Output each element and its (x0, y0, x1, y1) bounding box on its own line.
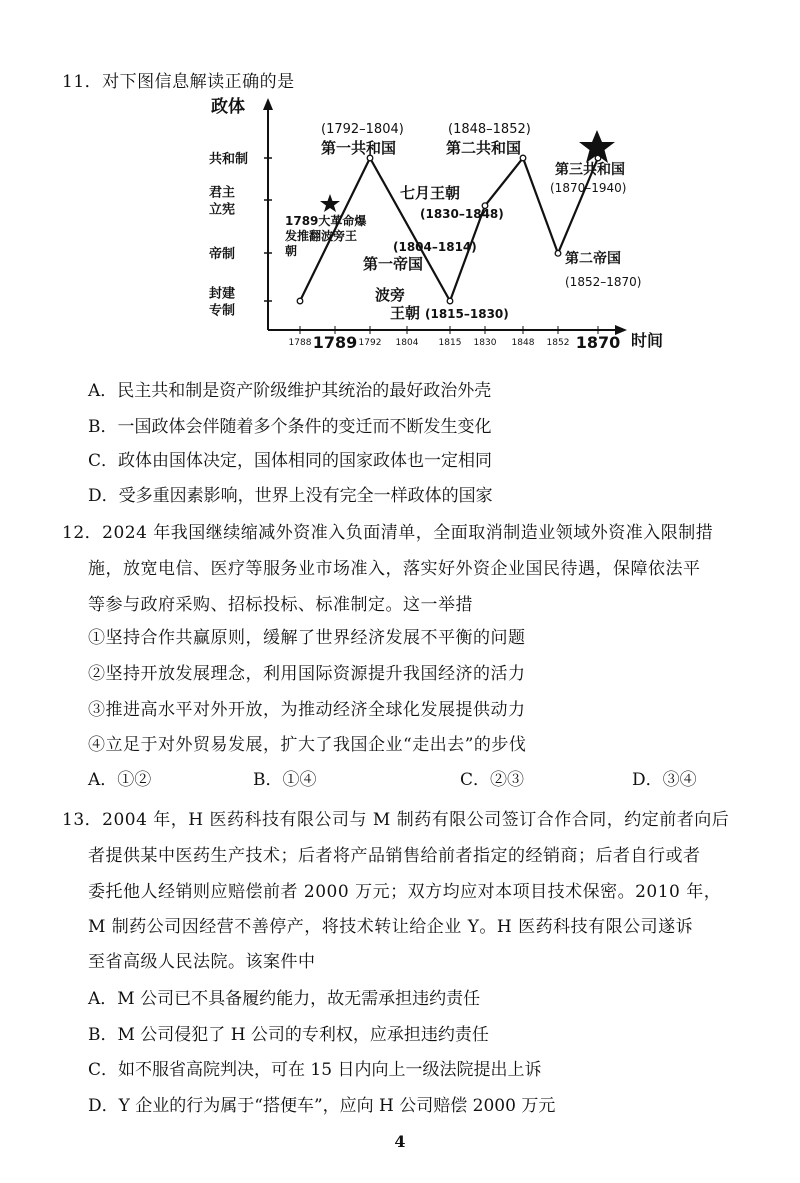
q12-line-2: 施，放宽电信、医疗等服务业市场准入，落实好外资企业国民待遇，保障依法平 (88, 559, 701, 579)
q11-option-4: D．受多重因素影响，世界上没有完全一样政体的国家 (88, 486, 493, 506)
data-point-1848 (520, 155, 526, 161)
q12-option-2: B．①④ (253, 770, 317, 790)
q12-line-7: ④立足于对外贸易发展，扩大了我国企业“走出去”的步伐 (88, 735, 527, 755)
data-point-1788 (297, 298, 303, 304)
q13-line-2: 者提供某中医药生产技术；后者将产品销售给前者指定的经销商；后者自行或者 (88, 846, 701, 866)
y-category-label: 共和制 (209, 152, 249, 167)
q12-line-1: 12．2024 年我国继续缩减外资准入负面清单，全面取消制造业领域外资准入限制措 (62, 523, 714, 543)
y-axis-label: 政体 (211, 97, 245, 117)
third-republic-years: (1870–1940) (550, 181, 627, 195)
x-axis-label: 时间 (631, 331, 664, 350)
q13-option-1: A．M 公司已不具备履约能力，故无需承担违约责任 (88, 989, 481, 1009)
data-point-1852 (555, 251, 561, 257)
data-point-1815 (447, 298, 453, 304)
y-axis-arrow (263, 98, 273, 110)
q11-option-2: B．一国政体会伴随着多个条件的变迁而不断发生变化 (88, 417, 492, 437)
x-tick-label-1852: 1852 (546, 338, 570, 348)
second-empire-years: (1852–1870) (565, 275, 642, 289)
x-tick-label-1789: 1789 (312, 333, 358, 352)
first-republic-label: 第一共和国 (321, 139, 397, 157)
q13-line-3: 委托他人经销则应赔偿前者 2000 万元；双方均应对本项目技术保密。2010 年， (88, 882, 722, 902)
q11-option-3: C．政体由国体决定，国体相同的国家政体也一定相同 (88, 451, 493, 471)
q12-option-4: D．③④ (632, 770, 697, 790)
star-1789-marker (320, 194, 340, 212)
july-monarchy-years: (1830–1848) (420, 207, 504, 221)
revolution-note-line1: 1789大革命爆 (285, 214, 367, 228)
first-republic-years: (1792–1804) (321, 122, 404, 137)
q11-option-1: A．民主共和制是资产阶级维护其统治的最好政治外壳 (88, 381, 492, 401)
q13-line-4: M 制药公司因经营不善停产，将技术转让给企业 Y。H 医药科技有限公司遂诉 (88, 917, 694, 937)
x-tick-label-1870: 1870 (575, 333, 621, 352)
y-category-label: 专制 (209, 303, 236, 319)
first-empire-years: (1804–1814) (393, 240, 477, 254)
page-number: 4 (394, 1132, 406, 1151)
x-tick-label-1788: 1788 (288, 338, 312, 348)
bourbon-years: (1815–1830) (425, 307, 509, 321)
y-category-label: 君主 (209, 185, 236, 201)
regime-chart (195, 88, 685, 358)
july-monarchy-label: 七月王朝 (400, 184, 461, 202)
x-tick-label-1848: 1848 (511, 338, 535, 348)
x-tick-label-1830: 1830 (473, 338, 497, 348)
second-empire-label: 第二帝国 (565, 251, 621, 267)
second-republic-years: (1848–1852) (448, 122, 531, 137)
q12-line-3: 等参与政府采购、招标投标、标准制定。这一举措 (88, 595, 473, 615)
q11-stem: 11．对下图信息解读正确的是 (62, 72, 295, 92)
q12-line-6: ③推进高水平对外开放，为推动经济全球化发展提供动力 (88, 700, 526, 720)
q13-line-5: 至省高级人民法院。该案件中 (88, 952, 316, 972)
q12-line-4: ①坚持合作共赢原则，缓解了世界经济发展不平衡的问题 (88, 628, 526, 648)
y-category-label: 封建 (209, 286, 236, 302)
third-republic-label: 第三共和国 (555, 162, 625, 178)
y-category-label: 帝制 (209, 247, 236, 262)
second-republic-label: 第二共和国 (446, 139, 522, 157)
revolution-note-line3: 朝 (285, 244, 298, 258)
q13-option-3: C．如不服省高院判决，可在 15 日内向上一级法院提出上诉 (88, 1060, 542, 1080)
q13-option-2: B．M 公司侵犯了 H 公司的专利权，应承担违约责任 (88, 1025, 489, 1045)
q13-option-4: D．Y 企业的行为属于“搭便车”，应向 H 公司赔偿 2000 万元 (88, 1096, 556, 1116)
x-tick-label-1792: 1792 (358, 338, 382, 348)
bourbon-label-line2: 王朝 (390, 304, 421, 322)
first-empire-label: 第一帝国 (363, 255, 424, 273)
x-tick-label-1815: 1815 (438, 338, 462, 348)
revolution-note-line2: 发推翻波旁王 (285, 229, 358, 243)
q13-line-1: 13．2004 年，H 医药科技有限公司与 M 制药有限公司签订合作合同，约定前者向后 (62, 810, 730, 830)
q12-line-5: ②坚持开放发展理念，利用国际资源提升我国经济的活力 (88, 664, 526, 684)
bourbon-label-line1: 波旁 (375, 286, 406, 304)
q12-option-1: A．①② (88, 770, 152, 790)
q12-option-3: C．②③ (460, 770, 525, 790)
x-tick-label-1804: 1804 (395, 338, 419, 348)
y-category-label: 立宪 (209, 202, 236, 218)
